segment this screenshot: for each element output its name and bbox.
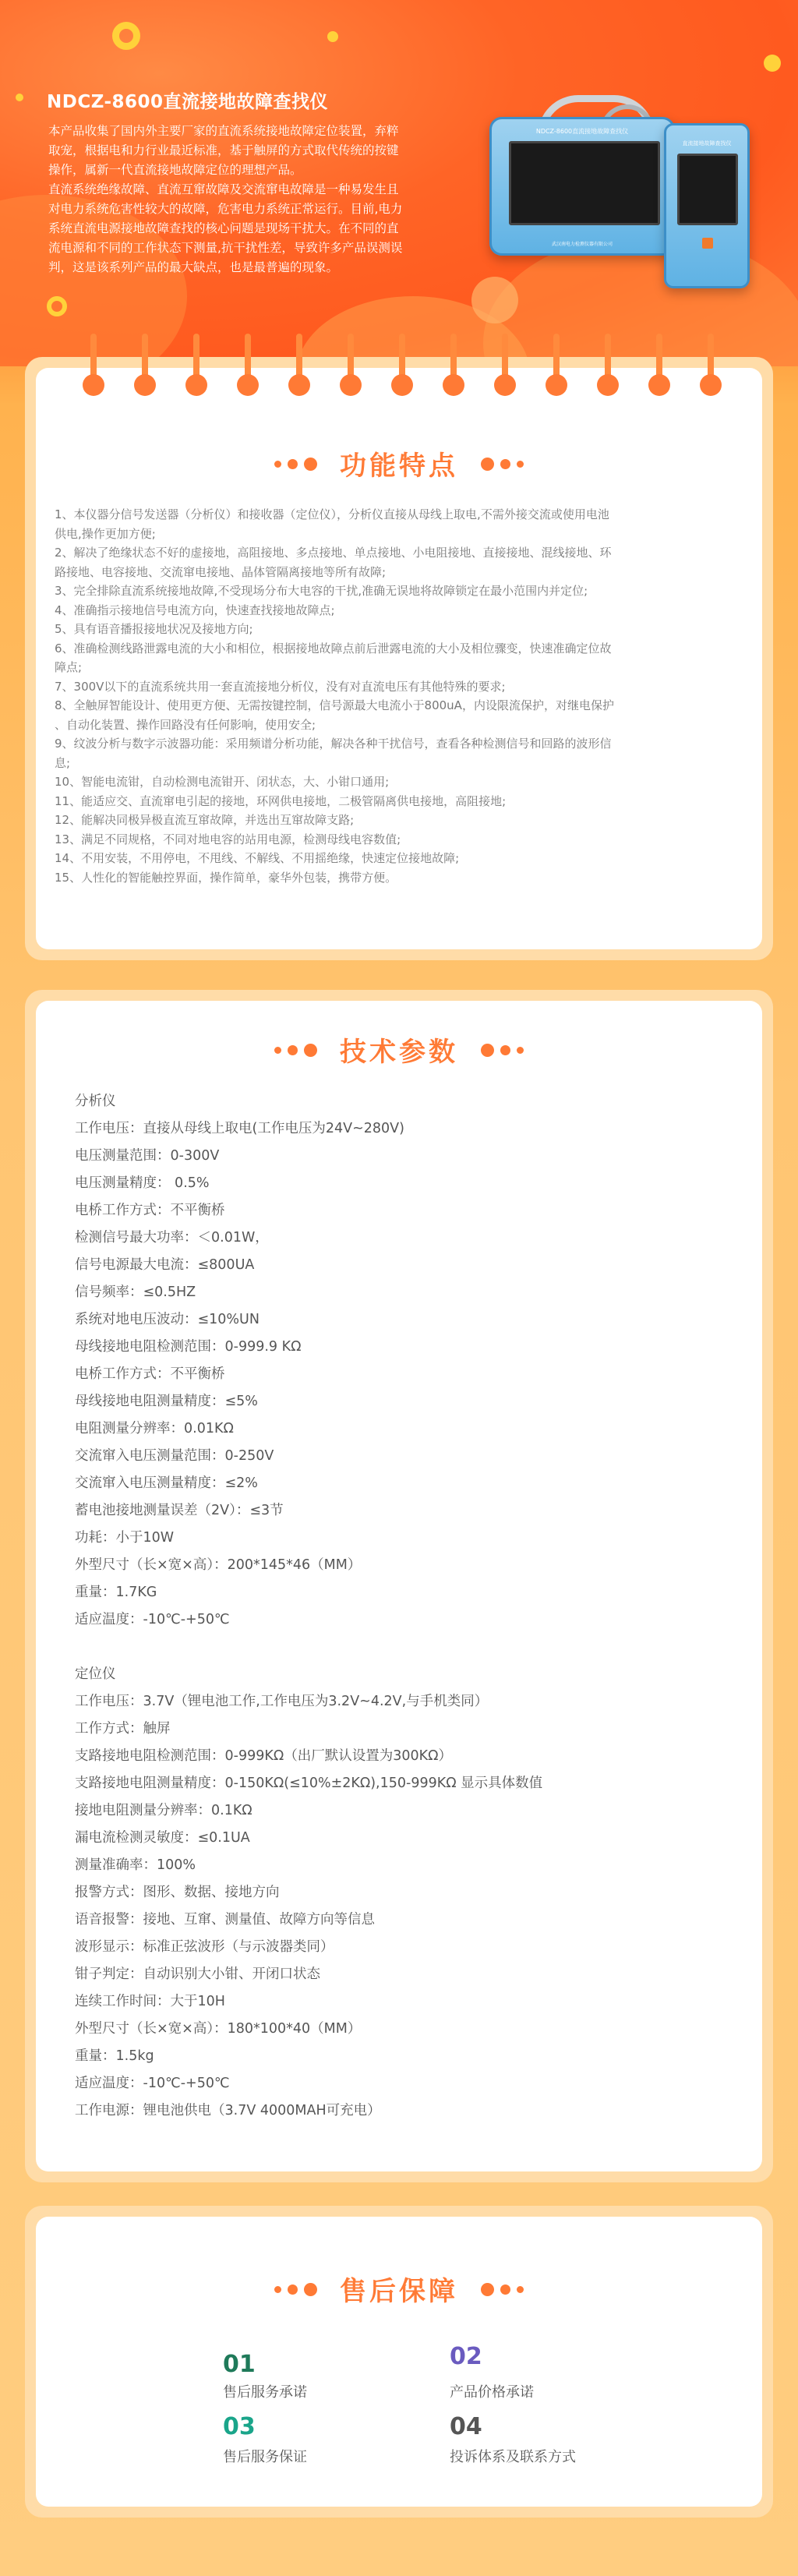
param-line: 波形显示：标准正弦波形（与示波器类同）: [75, 1939, 334, 1955]
param-line: 工作电压：直接从母线上取电(工作电压为24V~280V): [75, 1121, 404, 1136]
param-line: 电阻测量分辨率：0.01KΩ: [75, 1421, 234, 1436]
decor-ring: [112, 22, 140, 50]
locator-device-image: 直流接地故障查找仪: [664, 123, 750, 288]
param-line: 母线接地电阻检测范围：0-999.9 KΩ: [75, 1339, 302, 1355]
section-title: 技术参数: [340, 1037, 458, 1068]
product-description: 本产品收集了国内外主要厂家的直流系统接地故障定位装置，弃粹 取宠，根据电和力行业最近标准，基于触屏的方式取代传统的按键 操作，属新一代直流接地故障定位的理想产品。 直流系统绝缘故障、直流互窜故障及交流窜电故障是一种易发生且 对电力系统危害性较大的故障，危害电力系统正常运行。目前,电力 系统直流电源接地故障查找的核心问题是现场干扰大。在不同的直 流电源和不同的工作状态下测量,抗干扰性差，导致许多产品误测误 判，这是该系列产品的最大缺点，也是最普遍的现象。: [48, 124, 403, 274]
param-line: 语音报警：接地、互窜、测量值、故障方向等信息: [75, 1912, 375, 1928]
features-list: [55, 505, 743, 887]
param-line: 重量：1.7KG: [75, 1585, 157, 1600]
service-link-price-promise[interactable]: 产品价格承诺: [450, 2384, 534, 2401]
params-list: [75, 1088, 745, 2125]
feature-line: 12、能解决同极异极直流互窜故障，并选出互窜故障支路;: [55, 813, 355, 827]
service-heading: [0, 2270, 798, 2308]
feature-line: 息;: [55, 755, 71, 770]
param-line: 工作电源：锂电池供电（3.7V 4000MAH可充电）: [75, 2103, 381, 2118]
feature-line: 、自动化装置、操作回路没有任何影响，使用安全;: [55, 717, 316, 732]
dots-left-icon: [271, 1042, 320, 1057]
service-link-after-sales-guarantee[interactable]: 售后服务保证: [223, 2449, 307, 2465]
feature-line: 1、本仪器分信号发送器（分析仪）和接收器（定位仪），分析仪直接从母线上取电,不需外接交流或使用电池: [55, 507, 609, 521]
feature-line: 7、300V以下的直流系统共用一套直流接地分析仪，没有对直流电压有其他特殊的要求;: [55, 679, 506, 694]
feature-line: 障点;: [55, 660, 83, 674]
service-number: 03: [223, 2413, 256, 2440]
param-line: 系统对地电压波动：≤10%UN: [75, 1312, 260, 1327]
param-line: 重量：1.5kg: [75, 2048, 154, 2064]
param-line: 电压测量范围：0-300V: [75, 1148, 220, 1164]
product-title: NDCZ-8600直流接地故障查找仪: [47, 92, 329, 112]
param-line: 适应温度：-10℃-+50℃: [75, 2076, 230, 2091]
service-number: 04: [450, 2413, 482, 2440]
param-line: 蓄电池接地测量误差（2V）：≤3节: [75, 1503, 284, 1518]
feature-line: 9、纹波分析与数字示波器功能：采用频谱分析功能，解决各种干扰信号，查看各种检测信号和回路的波形信: [55, 737, 612, 751]
service-card: [36, 2217, 762, 2507]
feature-line: 13、满足不同规格，不同对地电容的站用电源，检测母线电容数值;: [55, 832, 401, 846]
feature-line: 3、完全排除直流系统接地故障,不受现场分布大电容的干扰,准确无误地将故障锁定在最小范围内并定位;: [55, 584, 588, 598]
service-number: 02: [450, 2343, 482, 2370]
param-line: 功耗：小于10W: [75, 1530, 175, 1546]
param-line: 报警方式：图形、数据、接地方向: [75, 1885, 280, 1900]
param-line: 母线接地电阻测量精度：≤5%: [75, 1394, 258, 1409]
section-title: 售后保障: [340, 2276, 458, 2307]
param-line: 外型尺寸（长×宽×高）：200*145*46（MM）: [75, 1557, 362, 1573]
feature-line: 路接地、电容接地、交流窜电接地、晶体管隔离接地等所有故障;: [55, 564, 387, 579]
param-line: 支路接地电阻检测范围：0-999KΩ（出厂默认设置为300KΩ）: [75, 1748, 452, 1764]
feature-line: 4、准确指示接地信号电流方向，快速查找接地故障点;: [55, 602, 335, 617]
dots-right-icon: [478, 2281, 527, 2296]
param-line: 连续工作时间：大于10H: [75, 1994, 225, 2009]
param-line: 外型尺寸（长×宽×高）：180*100*40（MM）: [75, 2021, 362, 2037]
params-heading: [0, 1030, 798, 1069]
param-line: 检测信号最大功率：＜0.01W，: [75, 1230, 269, 1246]
decor-ring: [47, 296, 67, 316]
param-line: 交流窜入电压测量精度：≤2%: [75, 1475, 258, 1491]
service-number: 01: [223, 2351, 256, 2378]
param-line: 支路接地电阻测量精度：0-150KΩ(≤10%±2KΩ),150-999KΩ 显示具体数值: [75, 1776, 543, 1791]
param-line: 电桥工作方式：不平衡桥: [75, 1203, 225, 1218]
param-line: 钳子判定：自动识别大小钳、开闭口状态: [75, 1966, 320, 1982]
feature-line: 11、能适应交、直流窜电引起的接地，环网供电接地，二极管隔离供电接地，高阻接地;: [55, 793, 507, 808]
feature-line: 5、具有语音播报接地状况及接地方向;: [55, 622, 253, 636]
device-screen: [509, 141, 660, 225]
param-line: 交流窜入电压测量范围：0-250V: [75, 1448, 274, 1464]
dots-left-icon: [271, 456, 320, 471]
feature-line: 14、不用安装，不用停电，不甩线、不解线、不用摇绝缘，快速定位接地故障;: [55, 851, 460, 865]
feature-line: 15、人性化的智能触控界面，操作简单，豪华外包装，携带方便。: [55, 870, 397, 885]
param-line: 漏电流检测灵敏度：≤0.1UA: [75, 1830, 250, 1846]
param-line: 信号频率：≤0.5HZ: [75, 1284, 196, 1300]
param-line: 测量准确率：100%: [75, 1857, 196, 1873]
section-title: 功能特点: [340, 451, 458, 482]
feature-line: 10、智能电流钳，自动检测电流钳开、闭状态，大、小钳口通用;: [55, 775, 390, 789]
service-link-after-sales-promise[interactable]: 售后服务承诺: [223, 2384, 307, 2401]
feature-line: 8、全触屏智能设计、使用更方便、无需按键控制，信号源最大电流小于800uA，内设限流保护，对继电保护: [55, 698, 614, 712]
service-link-complaints-contact[interactable]: 投诉体系及联系方式: [450, 2449, 576, 2465]
locator-heading: 定位仪: [75, 1666, 116, 1682]
service-card-frame: [25, 2206, 773, 2518]
dots-right-icon: [478, 456, 527, 471]
notebook-spiral: [25, 334, 773, 399]
param-line: 电压测量精度： 0.5%: [75, 1175, 210, 1191]
dots-right-icon: [478, 1042, 527, 1057]
param-line: 工作电压：3.7V（锂电池工作,工作电压为3.2V~4.2V,与手机类同）: [75, 1694, 489, 1709]
feature-line: 供电,操作更加方便;: [55, 526, 156, 541]
features-heading: [0, 444, 798, 482]
hero-banner: [0, 0, 798, 366]
param-line: 电桥工作方式：不平衡桥: [75, 1366, 225, 1382]
analyzer-device-image: NDCZ-8600直流接地故障查找仪 武汉南电力检测仪器有限公司: [489, 117, 675, 256]
device-button-icon: [702, 238, 713, 249]
param-line: 适应温度：-10℃-+50℃: [75, 1612, 230, 1627]
dots-left-icon: [271, 2281, 320, 2296]
feature-line: 2、解决了绝缘状态不好的虚接地，高阻接地、多点接地、单点接地、小电阻接地、直接接地、混线接地、环: [55, 546, 612, 560]
param-line: 工作方式：触屏: [75, 1721, 171, 1737]
param-line: 接地电阻测量分辨率：0.1KΩ: [75, 1803, 252, 1818]
device-screen: [677, 154, 738, 225]
param-line: 信号电源最大电流：≤800UA: [75, 1257, 255, 1273]
analyzer-heading: 分析仪: [75, 1094, 116, 1109]
feature-line: 6、准确检测线路泄露电流的大小和相位，根据接地故障点前后泄露电流的大小及相位骤变，快速准确定位故: [55, 641, 612, 655]
